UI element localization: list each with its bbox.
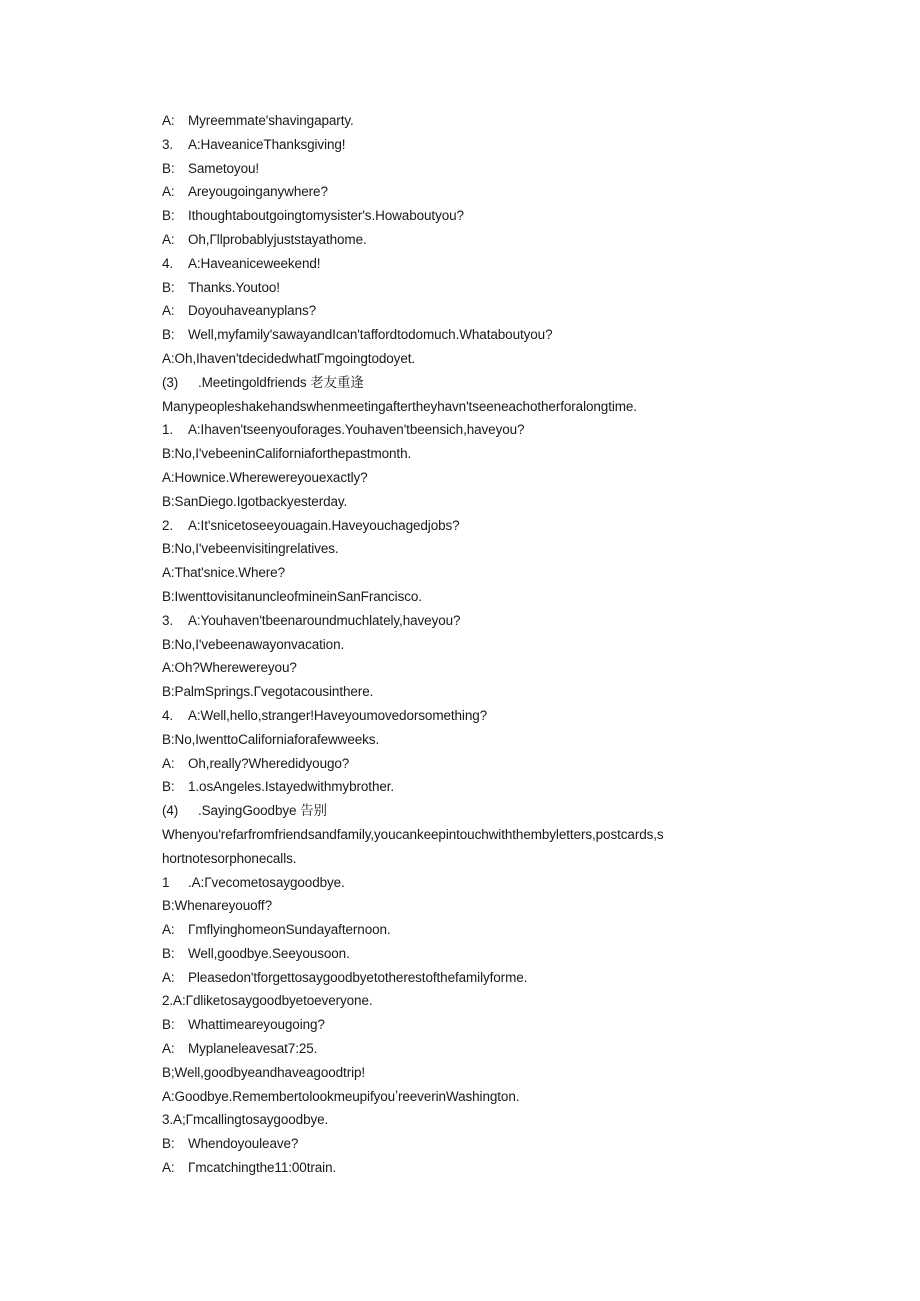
line-label: (4): [162, 803, 179, 819]
text-line: [162, 371, 862, 395]
line-text: B:No,I'vebeeninCaliforniaforthepastmonth.: [162, 446, 412, 462]
line-text: B:SanDiego.Igotbackyesterday.: [162, 493, 348, 509]
line-text: .A:Γvecometosaygoodbye.: [188, 874, 345, 890]
text-line: [162, 1037, 862, 1061]
text-line: [162, 728, 862, 752]
text-line: [162, 1156, 862, 1180]
text-line: [162, 989, 862, 1013]
text-line: [162, 585, 862, 609]
text-line: [162, 704, 862, 728]
line-text: Myplaneleavesat7:25.: [188, 1041, 318, 1057]
line-label: A:: [162, 1041, 175, 1057]
line-text: A:HaveaniceThanksgiving!: [188, 136, 346, 152]
line-text: 2.A:Γdliketosaygoodbyetoeveryone.: [162, 993, 373, 1009]
line-text: hortnotesorphonecalls.: [162, 850, 297, 866]
line-text: .Meetingoldfriends 老友重逢: [198, 374, 364, 390]
line-text: B:PalmSprings.Γvegotacousinthere.: [162, 684, 374, 700]
text-line: [162, 847, 862, 871]
line-text: B:Whenareyouoff?: [162, 898, 272, 914]
text-line: [162, 442, 862, 466]
line-label: 3.: [162, 612, 174, 628]
line-text: A:Youhaven'tbeenaroundmuchlately,haveyou?: [188, 612, 461, 628]
text-line: [162, 323, 862, 347]
line-text: B:No,I'vebeenvisitingrelatives.: [162, 541, 339, 557]
line-label: B:: [162, 208, 175, 224]
line-text: A:That'snice.Where?: [162, 565, 285, 581]
line-text: Areyougoinganywhere?: [188, 184, 328, 200]
text-line: [162, 537, 862, 561]
text-line: [162, 133, 862, 157]
line-text: Thanks.Youtoo!: [188, 279, 280, 295]
line-text: A:Haveaniceweekend!: [188, 255, 321, 271]
text-line: [162, 204, 862, 228]
line-text: 1.osAngeles.Istayedwithmybrother.: [188, 779, 395, 795]
line-text: Myreemmate'shavingaparty.: [188, 113, 354, 128]
line-label: A:: [162, 303, 175, 319]
line-label: 4.: [162, 255, 174, 271]
text-line: [162, 609, 862, 633]
line-label: A:: [162, 184, 175, 200]
line-text: B;Well,goodbyeandhaveagoodtrip!: [162, 1064, 366, 1080]
text-line: [162, 276, 862, 300]
line-label: 1.: [162, 422, 174, 438]
line-text: A:Goodbye.RemembertolookmeupifyouʼreeverinWashington.: [162, 1088, 520, 1104]
line-label: B:: [162, 279, 175, 295]
line-text: ΓmflyinghomeonSundayafternoon.: [188, 922, 391, 938]
line-label: A:: [162, 969, 175, 985]
text-line: [162, 1061, 862, 1085]
line-text: .SayingGoodbye 告别: [198, 803, 327, 819]
text-line: [162, 418, 862, 442]
line-text: A:Oh,Ihaven'tdecidedwhatΓmgoingtodoyet.: [162, 350, 416, 366]
text-line: [162, 109, 862, 133]
text-line: [162, 1085, 862, 1109]
text-line: [162, 871, 862, 895]
line-text: Sametoyou!: [188, 160, 260, 176]
line-text: A:Hownice.Wherewereyouexactly?: [162, 469, 368, 485]
text-line: [162, 347, 862, 371]
text-line: [162, 823, 862, 847]
text-line: [162, 966, 862, 990]
line-text: B:IwenttovisitanuncleofmineinSanFrancisco.: [162, 588, 422, 604]
text-line: [162, 942, 862, 966]
text-line: [162, 228, 862, 252]
text-line: [162, 466, 862, 490]
line-label: (3): [162, 374, 179, 390]
text-line: [162, 561, 862, 585]
line-text: A:Well,hello,stranger!Haveyoumovedorsomething?: [188, 707, 488, 723]
text-line: [162, 633, 862, 657]
line-label: B:: [162, 779, 175, 795]
line-text: Manypeopleshakehandswhenmeetingaftertheyhavn'tseeneachotherforalongtime.: [162, 398, 637, 414]
line-text: A:It'snicetoseeyouagain.Haveyouchagedjobs?: [188, 517, 460, 533]
line-label: 3.: [162, 136, 174, 152]
text-line: [162, 395, 862, 419]
line-text: Whenyou'refarfromfriendsandfamily,youcankeepintouchwiththembyletters,postcards,s: [162, 826, 664, 842]
line-text: B:No,I'vebeenawayonvacation.: [162, 636, 345, 652]
line-text: Pleasedon'tforgettosaygoodbyetotherestofthefamilyforme.: [188, 969, 528, 985]
line-label: 1: [162, 874, 170, 890]
line-text: Oh,really?Wheredidyougo?: [188, 755, 350, 771]
text-line: [162, 514, 862, 538]
line-label: B:: [162, 1017, 175, 1033]
line-text: Well,myfamily'sawayandIcan'taffordtodomuch.Whataboutyou?: [188, 327, 553, 343]
line-text: Well,goodbye.Seeyousoon.: [188, 945, 350, 961]
text-line: [162, 894, 862, 918]
line-text: B:No,IwenttoCaliforniaforafewweeks.: [162, 731, 380, 747]
line-label: A:: [162, 113, 175, 128]
line-label: B:: [162, 327, 175, 343]
line-label: A:: [162, 231, 175, 247]
line-label: B:: [162, 1136, 175, 1152]
line-label: B:: [162, 945, 175, 961]
text-line: [162, 157, 862, 181]
line-text: 3.A;Γmcallingtosaygoodbye.: [162, 1112, 329, 1128]
line-text: Whattimeareyougoing?: [188, 1017, 325, 1033]
text-line: [162, 918, 862, 942]
text-line: [162, 1108, 862, 1132]
text-line: [162, 299, 862, 323]
line-label: A:: [162, 755, 175, 771]
line-text: Ithoughtaboutgoingtomysister's.Howaboutyou?: [188, 208, 464, 224]
text-line: [162, 799, 862, 823]
text-line: [162, 1013, 862, 1037]
text-line: [162, 680, 862, 704]
line-text: Oh,Γllprobablyjuststayathome.: [188, 231, 367, 247]
document-body: [162, 109, 862, 1180]
line-label: B:: [162, 160, 175, 176]
text-line: [162, 752, 862, 776]
line-text: Doyouhaveanyplans?: [188, 303, 317, 319]
text-line: [162, 656, 862, 680]
line-text: A:Oh?Wherewereyou?: [162, 660, 297, 676]
text-line: [162, 1132, 862, 1156]
line-text: A:Ihaven'tseenyouforages.Youhaven'tbeensich,haveyou?: [188, 422, 525, 438]
line-label: 2.: [162, 517, 174, 533]
text-line: [162, 775, 862, 799]
text-line: [162, 252, 862, 276]
line-text: Whendoyouleave?: [188, 1136, 299, 1152]
text-line: [162, 180, 862, 204]
line-label: 4.: [162, 707, 174, 723]
line-label: A:: [162, 1160, 175, 1176]
line-text: Γmcatchingthe11:00train.: [188, 1160, 337, 1176]
line-label: A:: [162, 922, 175, 938]
text-line: [162, 490, 862, 514]
